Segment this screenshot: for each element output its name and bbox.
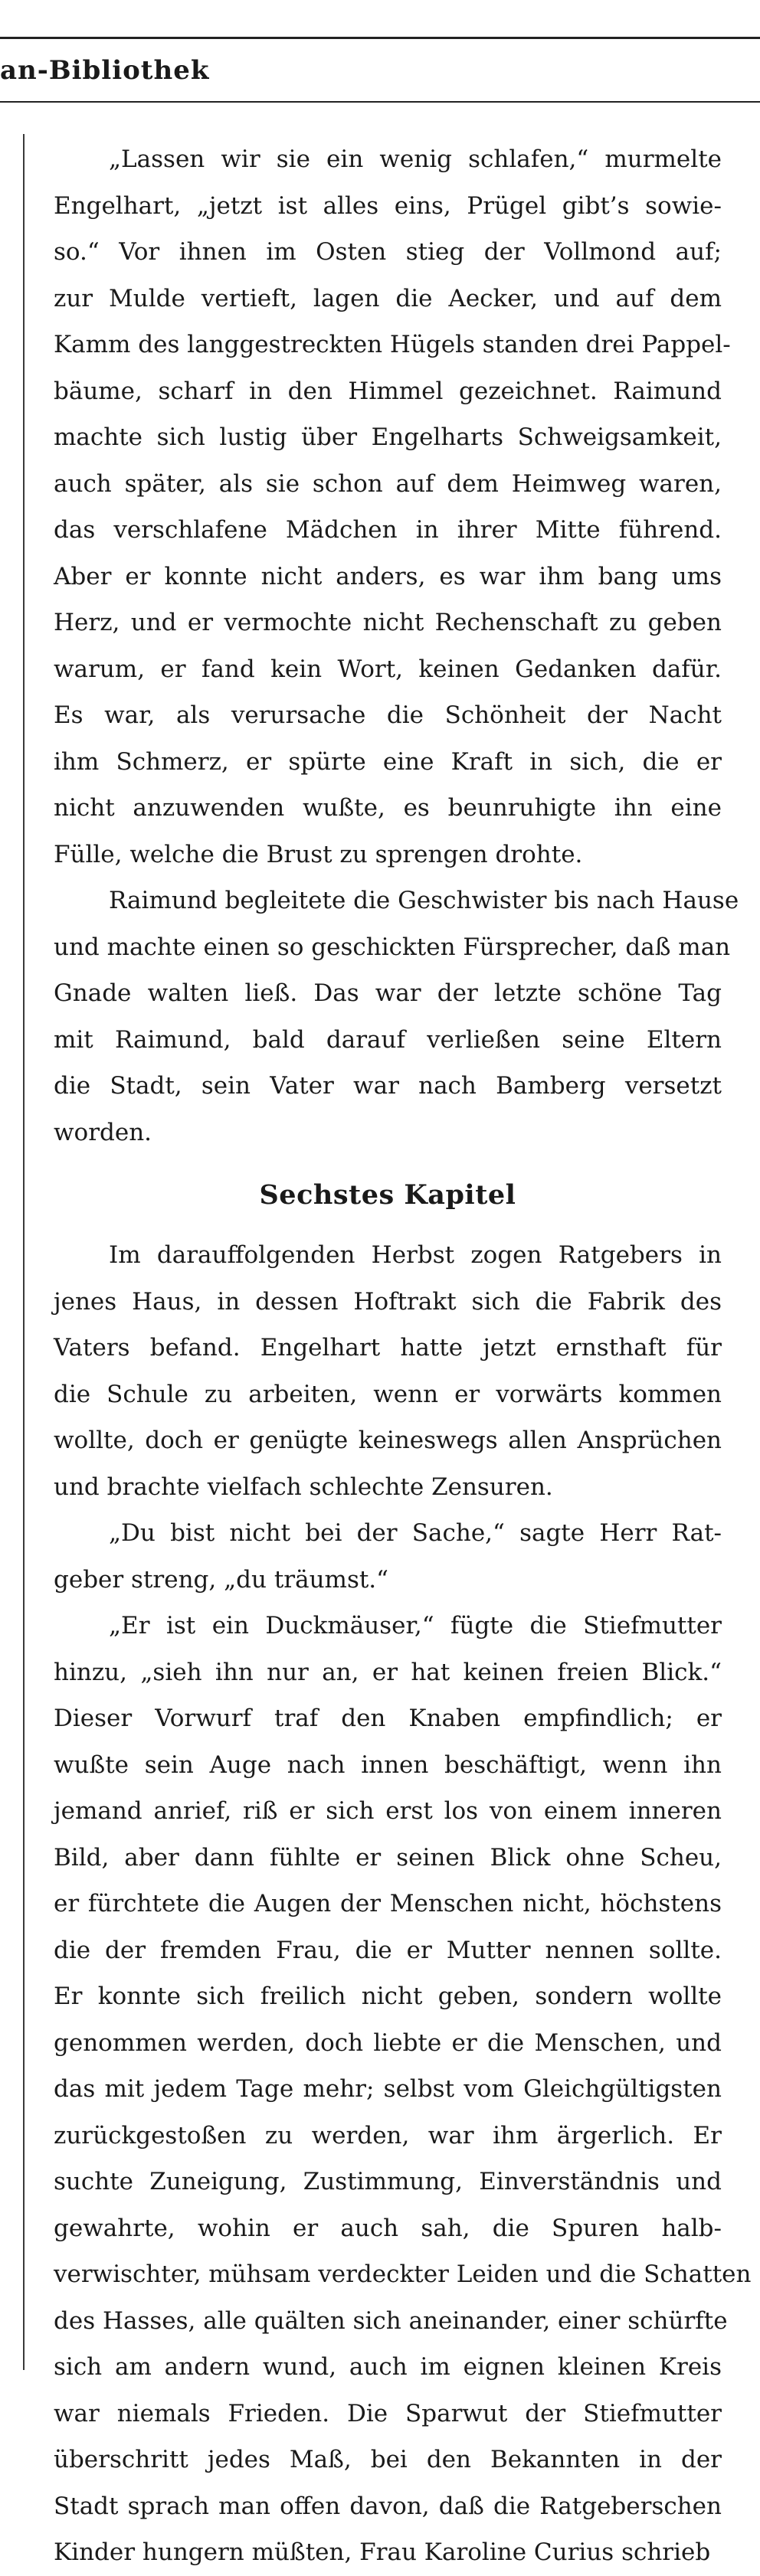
text-line: suchte Zuneigung, Zustimmung, Einverständnis und <box>54 2168 722 2195</box>
header-bottom-rule <box>0 101 760 103</box>
text-line: Es war, als verursache die Schönheit der Nacht <box>54 701 722 729</box>
text-line: geber streng, „du träumst.“ <box>54 1565 389 1594</box>
text-line: und machte einen so geschickten Fürsprecher, daß man <box>54 933 731 961</box>
text-line: gewahrte, wohin er auch sah, die Spuren halb- <box>54 2214 722 2242</box>
text-line: mit Raimund, bald darauf verließen seine Eltern <box>54 1025 722 1054</box>
text-line: wußte sein Auge nach innen beschäftigt, wenn ihn <box>54 1751 722 1779</box>
text-line: nicht anzuwenden wußte, es beunruhigte ihn eine <box>54 794 722 822</box>
text-line: Er konnte sich freilich nicht geben, sondern wollte <box>54 1983 722 2010</box>
text-line: Vaters befand. Engelhart hatte jetzt ernsthaft für <box>54 1334 722 1362</box>
text-line: zur Mulde vertieft, lagen die Aecker, und auf dem <box>54 284 722 312</box>
text-line: Stadt sprach man offen davon, daß die Ratgeberschen <box>54 2492 722 2520</box>
text-line: Im darauffolgenden Herbst zogen Ratgebers in <box>109 1241 722 1269</box>
text-line: ihm Schmerz, er spürte eine Kraft in sich, die er <box>54 747 722 776</box>
text-line: Dieser Vorwurf traf den Knaben empfindlich; er <box>54 1705 722 1732</box>
text-line: und brachte vielfach schlechte Zensuren. <box>54 1473 553 1501</box>
text-line: das mit jedem Tage mehr; selbst vom Gleichgültigsten <box>54 2075 722 2103</box>
text-line: Engelhart, „jetzt ist alles eins, Prügel gibt’s sowie- <box>54 191 722 220</box>
text-line: „Lassen wir sie ein wenig schlafen,“ murmelte <box>109 145 722 173</box>
text-line: so.“ Vor ihnen im Osten stieg der Vollmond auf; <box>54 238 722 266</box>
text-line: die Stadt, sein Vater war nach Bamberg versetzt <box>54 1072 722 1100</box>
paragraph <box>54 1510 722 1603</box>
chapter-heading: Sechstes Kapitel <box>259 1179 516 1211</box>
text-line: war niemals Frieden. Die Sparwut der Stiefmutter <box>54 2399 722 2427</box>
paragraph <box>54 878 739 1156</box>
paragraph <box>54 136 731 878</box>
text-line: warum, er fand kein Wort, keinen Gedanken dafür. <box>54 655 722 683</box>
text-line: „Du bist nicht bei der Sache,“ sagte Herr Rat- <box>109 1519 722 1547</box>
text-line: hinzu, „sieh ihn nur an, er hat keinen freien Blick.“ <box>54 1658 722 1686</box>
text-line: auch später, als sie schon auf dem Heimweg waren, <box>54 469 722 498</box>
text-line: Raimund begleitete die Geschwister bis nach Hause <box>109 887 739 914</box>
text-line: Aber er konnte nicht anders, es war ihm bang ums <box>54 562 722 590</box>
text-line: „Er ist ein Duckmäuser,“ fügte die Stiefmutter <box>109 1612 722 1639</box>
text-column <box>54 136 752 2576</box>
running-title: an-Bibliothek <box>0 55 210 86</box>
text-line: zurückgestoßen zu werden, war ihm ärgerlich. Er <box>54 2121 722 2149</box>
text-line: bäume, scharf in den Himmel gezeichnet. Raimund <box>54 377 722 405</box>
text-line: Kamm des langgestreckten Hügels standen drei Pappel- <box>54 331 731 358</box>
text-line: worden. <box>54 1118 152 1146</box>
column-rule <box>23 134 25 2370</box>
text-line: Fülle, welche die Brust zu sprengen drohte. <box>54 840 583 868</box>
text-line: die Schule zu arbeiten, wenn er vorwärts kommen <box>54 1380 722 1408</box>
text-line: Bild, aber dann fühlte er seinen Blick ohne Scheu, <box>54 1843 722 1872</box>
text-line: verwischter, mühsam verdeckter Leiden und die Schatten <box>54 2261 752 2288</box>
text-line: jenes Haus, in dessen Hoftrakt sich die Fabrik des <box>54 1287 722 1316</box>
header-top-rule <box>0 37 760 39</box>
text-line: jemand anrief, riß er sich erst los von einem inneren <box>54 1797 722 1825</box>
text-line: das verschlafene Mädchen in ihrer Mitte führend. <box>54 516 722 544</box>
text-line: Kinder hungern müßten, Frau Karoline Curius schrieb <box>54 2538 711 2566</box>
text-line: genommen werden, doch liebte er die Menschen, und <box>54 2028 722 2057</box>
paragraph <box>54 1603 752 2576</box>
text-line: Herz, und er vermochte nicht Rechenschaft zu geben <box>54 609 722 636</box>
text-line: überschritt jedes Maß, bei den Bekannten in der <box>54 2446 722 2473</box>
text-line: sich am andern wund, auch im eignen kleinen Kreis <box>54 2353 722 2381</box>
text-line: wollte, doch er genügte keineswegs allen Ansprüchen <box>54 1427 722 1454</box>
text-line: er fürchtete die Augen der Menschen nicht, höchstens <box>54 1890 722 1917</box>
text-line: machte sich lustig über Engelharts Schweigsamkeit, <box>54 423 722 451</box>
paragraph <box>54 1232 722 1510</box>
text-line: Gnade walten ließ. Das war der letzte schöne Tag <box>54 979 722 1007</box>
text-line: die der fremden Frau, die er Mutter nennen sollte. <box>54 1936 722 1964</box>
text-line: des Hasses, alle quälten sich aneinander, einer schürfte <box>54 2306 728 2335</box>
